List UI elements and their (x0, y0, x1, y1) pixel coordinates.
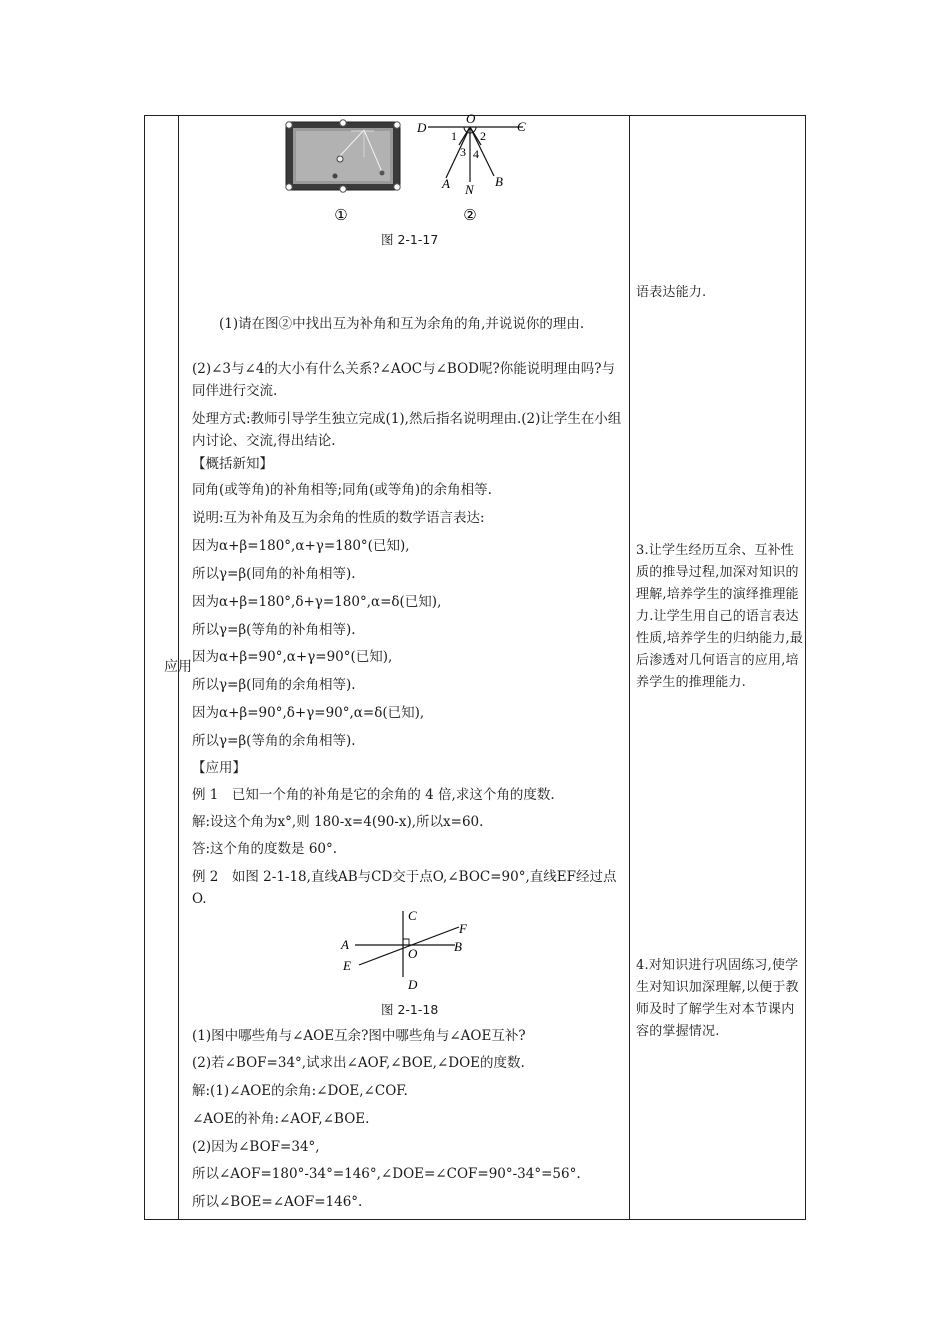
example-2-question-1: (1)图中哪些角与∠AOE互余?图中哪些角与∠AOE互补? (192, 1028, 526, 1044)
rule-text: 同角(或等角)的补角相等;同角(或等角)的余角相等. (192, 482, 492, 498)
fig2-point-A: A (341, 937, 349, 952)
design-note-3: 3.让学生经历互余、互补性质的推导过程,加深对知识的理解,培养学生的演绎推理能力.让学生用自己的语言表达性质,培养学生的归纳能力,最后渗透对几何语言的应用,培养学生的推理能力. (636, 543, 804, 690)
point-C: C (517, 119, 526, 134)
fig2-point-C: C (408, 908, 417, 923)
point-N: N (465, 182, 474, 197)
figure-caption-2-1-17: 图 2-1-17 (381, 232, 439, 247)
figure-label-2: ② (463, 206, 477, 224)
proof-line-7: 因为α+β=90°,δ+γ=90°,α=δ(已知), (192, 705, 425, 721)
fig2-point-O: O (408, 946, 418, 961)
angle-2: 2 (480, 129, 486, 143)
heading-apply: 【应用】 (192, 760, 246, 776)
method-text: 处理方式:教师引导学生独立完成(1),然后指名说明理由.(2)让学生在小组内讨论、交流,得出结论. (192, 411, 622, 449)
explain-text: 说明:互为补角及互为余角的性质的数学语言表达: (192, 510, 485, 526)
fig2-point-B: B (454, 939, 462, 954)
proof-line-1: 因为α+β=180°,α+γ=180°(已知), (192, 538, 410, 554)
question-2: (2)∠3与∠4的大小有什么关系?∠AOC与∠BOD呢?你能说明理由吗?与同伴进行交流. (192, 361, 615, 399)
angle-3: 3 (460, 145, 466, 159)
point-O: O (466, 112, 476, 126)
column-divider-right (629, 116, 630, 1219)
fig2-point-F: F (459, 921, 467, 936)
proof-line-6: 所以γ=β(同角的余角相等). (192, 677, 356, 693)
example-1-solution: 解:设这个角为x°,则 180-x=4(90-x),所以x=60. (192, 814, 484, 830)
angle-diagram (416, 112, 526, 197)
main-content (192, 313, 622, 335)
solution-line-1: 解:(1)∠AOE的余角:∠DOE,∠COF. (192, 1083, 408, 1099)
figure-label-1: ① (334, 206, 348, 224)
solution-line-5: 所以∠BOE=∠AOF=146°. (192, 1194, 363, 1210)
example-1-answer: 答:这个角的度数是 60°. (192, 841, 338, 857)
proof-line-5: 因为α+β=90°,α+γ=90°(已知), (192, 649, 393, 665)
point-D: D (417, 120, 427, 135)
stage-label: 应用 (164, 659, 192, 675)
point-A: A (442, 176, 450, 191)
proof-line-8: 所以γ=β(等角的余角相等). (192, 733, 356, 749)
question-1: (1)请在图②中找出互为补角和互为余角的角,并说说你的理由. (219, 316, 585, 332)
pool-table-image (286, 120, 400, 192)
example-2-question-2: (2)若∠BOF=34°,试求出∠AOF,∠BOE,∠DOE的度数. (192, 1055, 525, 1071)
example-1: 例 1 已知一个角的补角是它的余角的 4 倍,求这个角的度数. (192, 787, 555, 803)
design-note-4: 4.对知识进行巩固练习,使学生对知识加深理解,以便于教师及时了解学生对本节课内容的掌握情况. (636, 958, 799, 1039)
solution-line-3: (2)因为∠BOF=34°, (192, 1139, 320, 1155)
example-2: 例 2 如图 2-1-18,直线AB与CD交于点O,∠BOC=90°,直线EF经过点O. (192, 869, 617, 907)
figure-caption-2-1-18: 图 2-1-18 (381, 1002, 439, 1017)
proof-line-4: 所以γ=β(等角的补角相等). (192, 622, 356, 638)
point-B: B (495, 174, 503, 189)
fig2-point-E: E (343, 958, 351, 973)
figure-2-1-18 (335, 905, 485, 995)
heading-new-knowledge: 【概括新知】 (192, 456, 273, 472)
figure-2-1-17 (278, 112, 538, 224)
proof-line-3: 因为α+β=180°,δ+γ=180°,α=δ(已知), (192, 594, 442, 610)
angle-4: 4 (473, 147, 479, 161)
angle-1: 1 (451, 129, 457, 143)
design-note-top: 语表达能力. (636, 285, 707, 300)
solution-line-4: 所以∠AOF=180°-34°=146°,∠DOE=∠COF=90°-34°=56°. (192, 1166, 581, 1182)
solution-line-2: ∠AOE的补角:∠AOF,∠BOE. (192, 1111, 370, 1127)
proof-line-2: 所以γ=β(同角的补角相等). (192, 566, 356, 582)
fig2-point-D: D (408, 977, 418, 992)
